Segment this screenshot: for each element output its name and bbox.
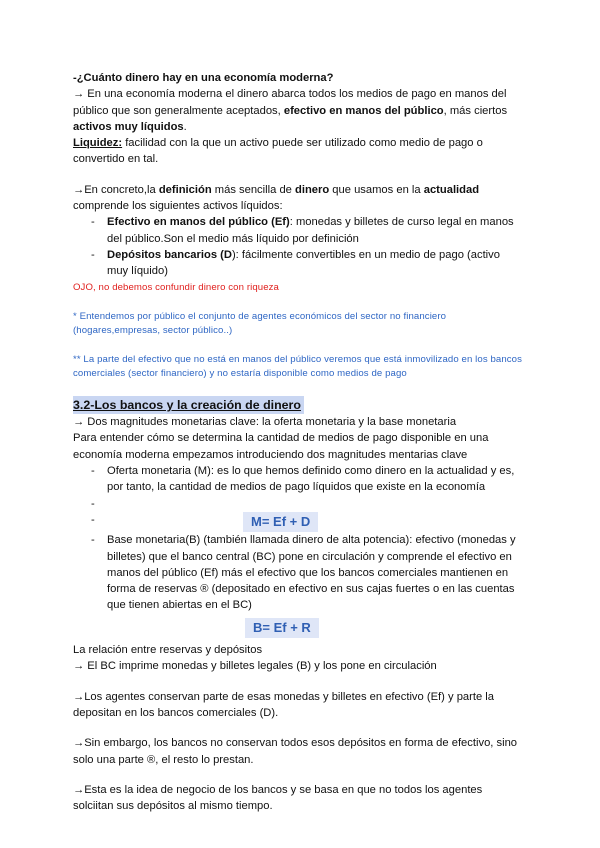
assets-list <box>73 214 523 279</box>
section-heading: 3.2-Los bancos y la creación de dinero <box>73 396 304 414</box>
magnitudes-list <box>73 463 523 614</box>
section-line-2: Para entender cómo se determina la cantidad de medios de pago disponible en una economía moderna empezamos introduciendo dos magnitudes mentarias clave <box>73 432 489 461</box>
section-line-1: → Dos magnitudes monetarias clave: la oferta monetaria y la base monetaria <box>73 416 457 429</box>
list-item-formula <box>73 512 523 532</box>
question-title: -¿Cuánto dinero hay en una economía moderna? <box>73 72 334 84</box>
relacion-p3: →Sin embargo, los bancos no conservan todos esos depósitos en forma de efectivo, sino solo una parte ®, el resto lo prestan. <box>73 737 518 766</box>
formula-m: M= Ef + D <box>243 512 318 532</box>
footnote-public: * Entendemos por público el conjunto de agentes económicos del sector no financiero (hogares,empresas, sector público..) <box>73 310 447 337</box>
liquidez-definition: Liquidez: facilidad con la que un activo puede ser utilizado como medio de pago o convertido en tal. <box>73 137 483 166</box>
concreto-paragraph: →En concreto,la definición más sencilla de dinero que usamos en la actualidad comprende los siguientes activos líquidos: <box>73 183 480 213</box>
relacion-p4: →Esta es la idea de negocio de los bancos y se basa en que no todos los agentes solciitan sus depósitos al mismo tiempo. <box>73 783 483 813</box>
list-item: - Oferta monetaria (M): es lo que hemos definido como dinero en la actualidad y es, por tanto, la cantidad de medios de pago líquidos que existe en la economía <box>73 463 523 496</box>
footnote-efectivo: ** La parte del efectivo que no está en manos del público veremos que está inmovilizado en los bancos comerciales (sector financiero) y no estaría disponible como medios de pago <box>73 353 523 380</box>
relacion-title: La relación entre reservas y depósitos <box>73 644 263 657</box>
relacion-p1: → El BC imprime monedas y billetes legales (B) y los pone en circulación <box>73 660 437 673</box>
liquidez-term: Liquidez: <box>73 137 123 150</box>
list-item: - Depósitos bancarios (D): fácilmente convertibles en un medio de pago (activo muy líquido) <box>73 247 523 280</box>
list-item-empty <box>73 496 523 512</box>
formula-b-wrap <box>73 618 523 638</box>
relacion-p2: →Los agentes conservan parte de esas monedas y billetes en efectivo (Ef) y parte la depositan en los bancos comerciales (D). <box>73 690 495 719</box>
list-item: - Efectivo en manos del público (Ef): monedas y billetes de curso legal en manos del público.Son el medio más líquido por definición <box>73 214 523 247</box>
formula-b: B= Ef + R <box>245 618 319 638</box>
section-heading-wrap <box>73 396 523 414</box>
list-item: - Base monetaria(B) (también llamada dinero de alta potencia): efectivo (monedas y billetes) que el banco central (BC) pone en circulación y comprende el efectivo en manos del público (Ef) más el efectivo que los bancos comerciales mantienen en forma de reservas ® (depositado en efectivo en sus cajas fuertes o en las cuentas que tienen abiertas en el BC) <box>73 532 523 613</box>
warning-note: OJO, no debemos confundir dinero con riqueza <box>73 281 279 293</box>
intro-paragraph: → En una economía moderna el dinero abarca todos los medios de pago en manos del público que son generalmente aceptados, efectivo en manos del público, más ciertos activos muy líquidos. <box>73 88 508 133</box>
document-page <box>73 70 523 814</box>
